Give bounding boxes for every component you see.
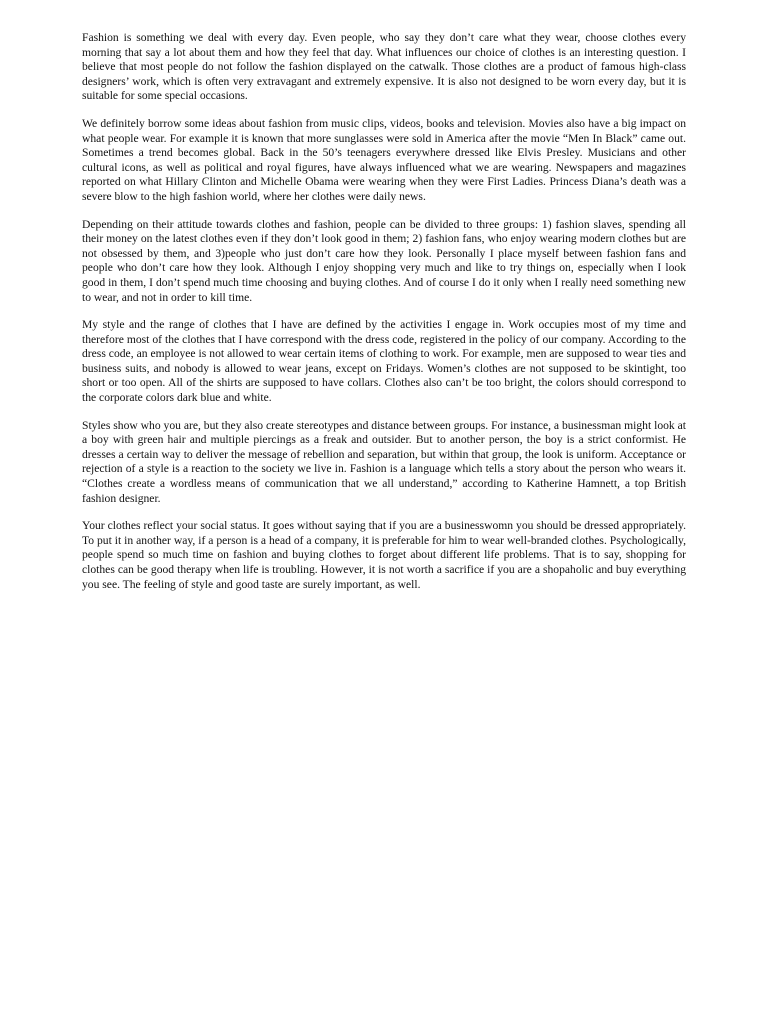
paragraph-influences: We definitely borrow some ideas about fashion from music clips, videos, books and television. Movies also have a big impact on what people wear. For example it is known that more sunglasses were sold in America after the movie “Men In Black” came out. Sometimes a trend becomes global. Back in the 50’s teenagers everywhere dressed like Elvis Presley. Musicians and other cultural icons, as well as political and royal figures, have always influenced what we are wearing. Newspapers and magazines reported on what Hillary Clinton and Michelle Obama were wearing when they were First Ladies. Princess Diana’s death was a severe blow to the high fashion world, where her clothes were daily news. [82,116,686,203]
paragraph-styles: Styles show who you are, but they also create stereotypes and distance between groups. For instance, a businessman might look at a boy with green hair and multiple piercings as a freak and outsider. But to another person, the boy is a strict conformist. He dresses a certain way to deliver the message of rebellion and separation, but within that group, the look is uniform. Acceptance or rejection of a style is a reaction to the society we live in. Fashion is a language which tells a story about the person who wears it. “Clothes create a wordless means of communication that we all understand,” according to Katherine Hamnett, a top British fashion designer. [82,418,686,505]
paragraph-intro: Fashion is something we deal with every day. Even people, who say they don’t care what they wear, choose clothes every morning that say a lot about them and how they feel that day. What influences our choice of clothes is an interesting question. I believe that most people do not follow the fashion displayed on the catwalk. Those clothes are a product of famous high-class designers’ work, which is often very extravagant and extremely expensive. It is also not designed to be worn every day, but it is suitable for some special occasions. [82,31,686,103]
paragraph-social-status: Your clothes reflect your social status. It goes without saying that if you are a businesswomn you should be dressed appropriately. To put it in another way, if a person is a head of a company, it is preferable for him to wear well-branded clothes. Psychologically, people spend so much time on fashion and buying clothes to forget about different life problems. That is to say, shopping for clothes can be good therapy when life is troubling. However, it is not worth a sacrifice if you are a shopaholic and buy everything you see. The feeling of style and good taste are surely important, as well. [82,519,686,591]
paragraph-dress-code: My style and the range of clothes that I have are defined by the activities I engage in. Work occupies most of my time and therefore most of the clothes that I have correspond with the dress code, registered in the policy of our company. According to the dress code, an employee is not allowed to wear certain items of clothing to work. For example, men are supposed to wear ties and business suits, and nobody is allowed to wear jeans, except on Fridays. Women’s clothes are not supposed to be skintight, too short or too open. All of the shirts are supposed to have collars. Clothes also can’t be too bright, the colors should correspond to the corporate colors dark blue and white. [82,318,686,405]
paragraph-groups: Depending on their attitude towards clothes and fashion, people can be divided to three groups: 1) fashion slaves, spending all their money on the latest clothes even if they don’t look good in them; 2) fashion fans, who enjoy wearing modern clothes but are not obsessed by them, and 3)people who just don’t care how they look. Personally I place myself between fashion fans and people who don’t care how they look. Although I enjoy shopping very much and like to try things on, especially when I look good in them, I don’t spend much time choosing and buying clothes. And of course I do it only when I really need something new to wear, and not in order to kill time. [82,217,686,304]
